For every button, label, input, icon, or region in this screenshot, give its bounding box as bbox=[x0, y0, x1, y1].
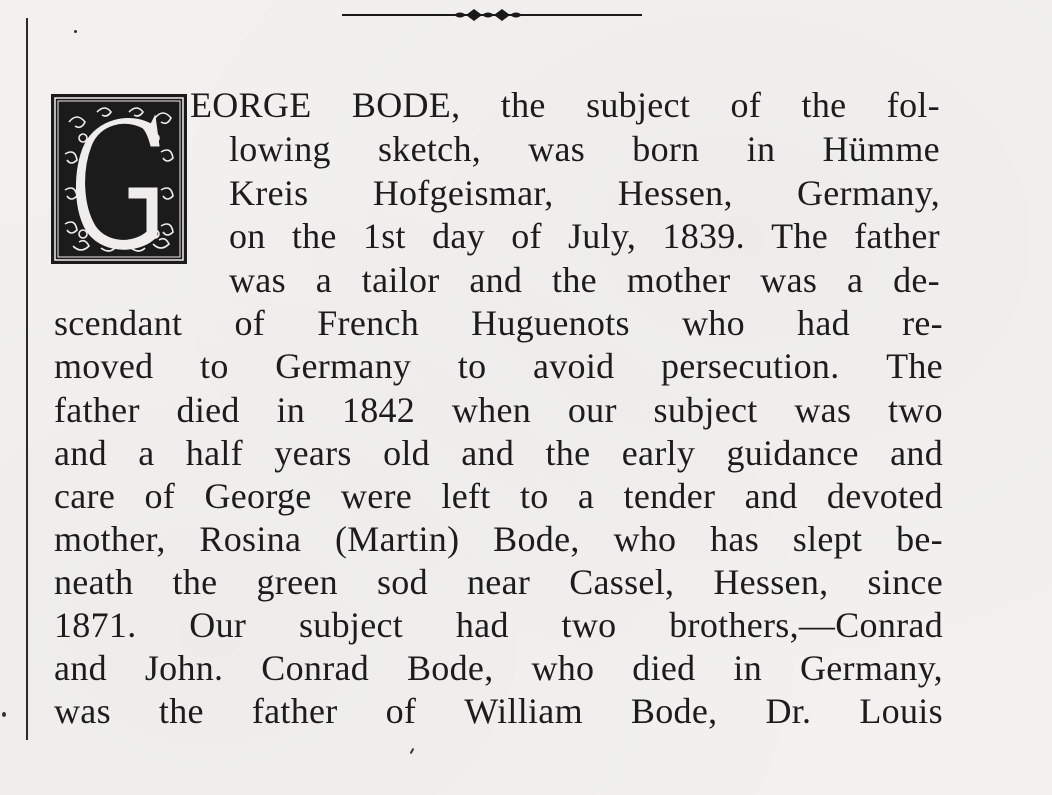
word: was bbox=[54, 691, 111, 731]
word: since bbox=[867, 562, 943, 602]
word: early bbox=[621, 433, 696, 473]
text-line bbox=[54, 302, 943, 345]
word: lowing bbox=[229, 129, 331, 169]
word: of bbox=[234, 303, 266, 343]
word: avoid bbox=[532, 346, 615, 386]
word: Cassel, bbox=[569, 562, 675, 602]
word: Kreis bbox=[229, 173, 309, 213]
text-line bbox=[54, 345, 943, 388]
biography-paragraph bbox=[0, 84, 1052, 744]
word: on bbox=[229, 216, 266, 256]
word: neath bbox=[54, 562, 134, 602]
word: of bbox=[730, 85, 762, 125]
word: a bbox=[138, 433, 155, 473]
word: had bbox=[455, 605, 509, 645]
word: 1st bbox=[362, 216, 406, 256]
word: (Martin) bbox=[335, 519, 460, 559]
word: Germany, bbox=[799, 648, 943, 688]
word: 1842 bbox=[341, 390, 416, 430]
word: in bbox=[733, 648, 763, 688]
word: the bbox=[172, 562, 218, 602]
text-line bbox=[229, 215, 940, 258]
word: Conrad bbox=[261, 648, 370, 688]
word: to bbox=[200, 346, 229, 386]
text-line bbox=[54, 475, 943, 518]
text-line bbox=[229, 128, 940, 171]
word: The bbox=[771, 216, 828, 256]
word: French bbox=[317, 303, 420, 343]
word: devoted bbox=[826, 476, 943, 516]
word: Rosina bbox=[199, 519, 302, 559]
word: was bbox=[760, 260, 818, 300]
word: and bbox=[890, 433, 943, 473]
word: Hessen, bbox=[713, 562, 829, 602]
ink-speck bbox=[410, 748, 415, 754]
word: and bbox=[54, 433, 107, 473]
word: a bbox=[846, 260, 864, 300]
word: who bbox=[613, 519, 677, 559]
word: and bbox=[461, 433, 515, 473]
text-line bbox=[54, 432, 943, 475]
word: was bbox=[794, 390, 852, 430]
word: tailor bbox=[361, 260, 440, 300]
word: a bbox=[577, 476, 595, 516]
word: of bbox=[385, 691, 417, 731]
word: in bbox=[746, 129, 776, 169]
word: moved bbox=[54, 346, 154, 386]
word: re- bbox=[902, 303, 943, 343]
text-line bbox=[54, 690, 943, 733]
word: mother, bbox=[54, 519, 166, 559]
word: subject bbox=[586, 85, 691, 125]
word: of bbox=[144, 476, 176, 516]
word: de- bbox=[893, 260, 940, 300]
word: who bbox=[682, 303, 745, 343]
word: has bbox=[710, 519, 760, 559]
word: old bbox=[383, 433, 430, 473]
word: the bbox=[158, 691, 204, 731]
word: Hofgeismar, bbox=[372, 173, 554, 213]
word: care bbox=[54, 476, 116, 516]
word: was bbox=[229, 260, 286, 300]
word: had bbox=[797, 303, 850, 343]
word: guidance bbox=[726, 433, 859, 473]
word: Hümme bbox=[822, 129, 940, 169]
word: Huguenots bbox=[471, 303, 630, 343]
word: to bbox=[457, 346, 487, 386]
word: The bbox=[886, 346, 943, 386]
text-line bbox=[54, 389, 943, 432]
word: the bbox=[545, 433, 591, 473]
text-line bbox=[229, 172, 940, 215]
word: years bbox=[274, 433, 352, 473]
word: subject bbox=[653, 390, 758, 430]
word: a bbox=[315, 260, 332, 300]
word: John. bbox=[144, 648, 224, 688]
word: George bbox=[204, 476, 312, 516]
word: half bbox=[185, 433, 243, 473]
word: father bbox=[54, 390, 140, 430]
word: 1871. bbox=[54, 605, 137, 645]
word: 1839. bbox=[662, 216, 745, 256]
word: when bbox=[451, 390, 532, 430]
text-line bbox=[229, 259, 940, 302]
word: Germany, bbox=[796, 173, 940, 213]
word: July, bbox=[568, 216, 637, 256]
word: father bbox=[854, 216, 940, 256]
word: EORGE bbox=[190, 85, 312, 125]
text-line bbox=[190, 84, 940, 127]
word: born bbox=[632, 129, 700, 169]
word: subject bbox=[298, 605, 404, 645]
word: mother bbox=[626, 260, 731, 300]
word: fol- bbox=[886, 85, 940, 125]
word: brothers,—Conrad bbox=[669, 605, 943, 645]
word: and bbox=[469, 260, 523, 300]
word: and bbox=[744, 476, 798, 516]
word: father bbox=[251, 691, 338, 731]
word: was bbox=[528, 129, 586, 169]
word: scendant bbox=[54, 303, 183, 343]
word: BODE, bbox=[351, 85, 461, 125]
word: the bbox=[291, 216, 337, 256]
word: Bode, bbox=[407, 648, 494, 688]
word: sketch, bbox=[377, 129, 482, 169]
ink-speck bbox=[74, 30, 77, 33]
word: Dr. bbox=[765, 691, 812, 731]
word: Louis bbox=[859, 691, 943, 731]
word: tender bbox=[623, 476, 716, 516]
word: day bbox=[432, 216, 485, 256]
word: two bbox=[561, 605, 617, 645]
word: in bbox=[276, 390, 306, 430]
word: Hessen, bbox=[617, 173, 733, 213]
word: slept bbox=[792, 519, 863, 559]
word: died bbox=[632, 648, 696, 688]
word: William bbox=[464, 691, 583, 731]
word: our bbox=[567, 390, 617, 430]
word: persecution. bbox=[660, 346, 840, 386]
top-ornament-divider bbox=[342, 6, 642, 24]
text-line bbox=[54, 647, 943, 690]
word: the bbox=[801, 85, 847, 125]
word: sod bbox=[377, 562, 428, 602]
word: left bbox=[441, 476, 491, 516]
word: near bbox=[466, 562, 531, 602]
word: the bbox=[500, 85, 546, 125]
word: were bbox=[340, 476, 413, 516]
word: died bbox=[176, 390, 240, 430]
word: who bbox=[531, 648, 595, 688]
word: two bbox=[888, 390, 943, 430]
word: the bbox=[552, 260, 597, 300]
word: Germany bbox=[275, 346, 412, 386]
word: and bbox=[54, 648, 107, 688]
word: be- bbox=[896, 519, 943, 559]
text-line bbox=[54, 604, 943, 647]
text-line bbox=[54, 518, 943, 561]
word: Our bbox=[189, 605, 247, 645]
word: to bbox=[519, 476, 549, 516]
word: Bode, bbox=[493, 519, 580, 559]
text-line bbox=[54, 561, 943, 604]
word: green bbox=[256, 562, 338, 602]
word: Bode, bbox=[630, 691, 718, 731]
word: of bbox=[511, 216, 542, 256]
